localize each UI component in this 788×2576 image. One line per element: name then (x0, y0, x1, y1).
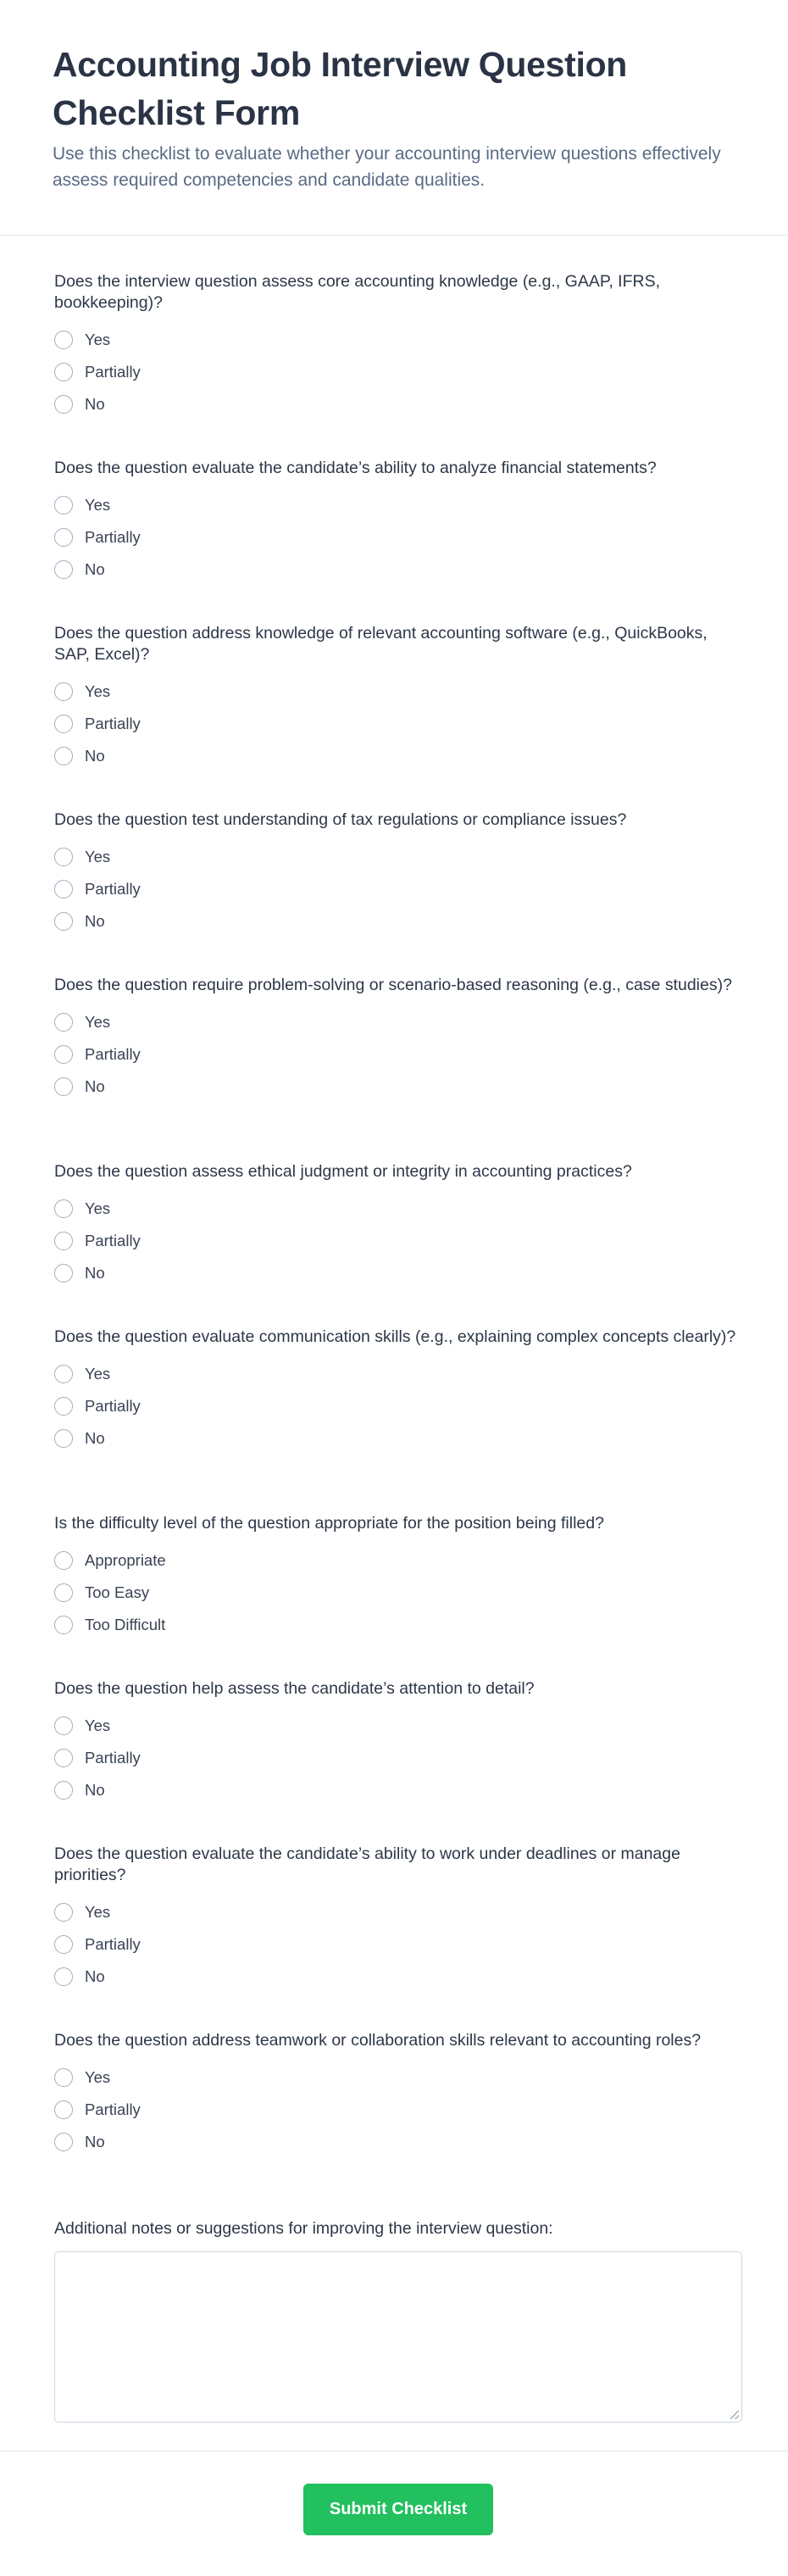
radio-circle-icon[interactable] (54, 363, 73, 381)
radio-option-label: Yes (85, 331, 111, 348)
radio-circle-icon[interactable] (54, 1551, 73, 1570)
radio-option[interactable] (54, 1390, 742, 1422)
radio-circle-icon[interactable] (54, 1935, 73, 1954)
radio-circle-icon[interactable] (54, 395, 73, 414)
radio-circle-icon[interactable] (54, 848, 73, 866)
radio-option-label: No (85, 1429, 105, 1447)
radio-circle-icon[interactable] (54, 715, 73, 733)
radio-circle-icon[interactable] (54, 528, 73, 547)
question-label: Does the question require problem-solving or scenario-based reasoning (e.g., case studies)? (54, 976, 732, 994)
question-label: Is the difficulty level of the question appropriate for the position being filled? (54, 1514, 604, 1533)
question-label: Does the question help assess the candidate’s attention to detail? (54, 1679, 535, 1698)
radio-option[interactable] (54, 1006, 742, 1038)
radio-option-label: Yes (85, 1716, 111, 1734)
radio-option-label: Too Difficult (85, 1616, 166, 1633)
radio-option[interactable] (54, 1742, 742, 1774)
question-7 (54, 1327, 742, 1513)
radio-option-label: No (85, 560, 105, 578)
radio-option-label: Yes (85, 496, 111, 514)
radio-option-label: Partially (85, 1045, 141, 1063)
radio-option[interactable] (54, 1193, 742, 1225)
radio-circle-icon[interactable] (54, 1749, 73, 1767)
radio-circle-icon[interactable] (54, 1365, 73, 1383)
radio-option[interactable] (54, 1225, 742, 1257)
notes-textarea[interactable] (54, 2251, 742, 2423)
radio-option[interactable] (54, 2094, 742, 2126)
notes-label: Additional notes or suggestions for improving the interview question: (54, 2219, 553, 2238)
radio-option-label: Yes (85, 1365, 111, 1383)
radio-option-label: No (85, 912, 105, 930)
radio-option[interactable] (54, 1257, 742, 1289)
radio-circle-icon[interactable] (54, 560, 73, 579)
page-title: Accounting Job Interview Question Checklist Form (53, 45, 628, 132)
radio-option-label: No (85, 747, 105, 765)
radio-option-label: No (85, 1264, 105, 1282)
question-label: Does the question evaluate the candidate’s ability to work under deadlines or manage priorities? (54, 1844, 680, 1884)
radio-circle-icon[interactable] (54, 1264, 73, 1282)
radio-circle-icon[interactable] (54, 1397, 73, 1416)
radio-option[interactable] (54, 1928, 742, 1961)
radio-option[interactable] (54, 1422, 742, 1455)
radio-option-label: No (85, 1967, 105, 1985)
radio-option[interactable] (54, 841, 742, 873)
radio-option[interactable] (54, 905, 742, 937)
radio-option-label: Yes (85, 1903, 111, 1921)
radio-circle-icon[interactable] (54, 2068, 73, 2087)
question-label: Does the question address knowledge of relevant accounting software (e.g., QuickBooks, SAP, Excel)? (54, 624, 708, 664)
radio-circle-icon[interactable] (54, 1781, 73, 1800)
radio-option[interactable] (54, 356, 742, 388)
radio-option-label: No (85, 395, 105, 413)
radio-option[interactable] (54, 2061, 742, 2094)
radio-option-label: Yes (85, 1199, 111, 1217)
form-header (0, 0, 788, 194)
radio-option[interactable] (54, 1071, 742, 1103)
radio-option[interactable] (54, 1358, 742, 1390)
page-subtitle: Use this checklist to evaluate whether your accounting interview questions effectively assess required competencies and candidate qualities. (53, 144, 721, 190)
question-8 (54, 1513, 742, 1678)
question-label: Does the question evaluate the candidate’s ability to analyze financial statements? (54, 459, 657, 477)
radio-circle-icon[interactable] (54, 2133, 73, 2151)
radio-option[interactable] (54, 324, 742, 356)
radio-circle-icon[interactable] (54, 1045, 73, 1064)
radio-option[interactable] (54, 1961, 742, 1993)
radio-option-label: No (85, 2133, 105, 2150)
radio-option[interactable] (54, 388, 742, 420)
question-list (54, 271, 742, 2217)
radio-option[interactable] (54, 1896, 742, 1928)
radio-option[interactable] (54, 489, 742, 521)
question-1 (54, 271, 742, 458)
question-label: Does the question address teamwork or collaboration skills relevant to accounting roles? (54, 2031, 702, 2050)
radio-option-label: Partially (85, 715, 141, 732)
radio-option-label: Yes (85, 682, 111, 700)
radio-option[interactable] (54, 2126, 742, 2158)
question-9 (54, 1678, 742, 1844)
radio-circle-icon[interactable] (54, 1077, 73, 1096)
radio-option[interactable] (54, 1577, 742, 1609)
radio-circle-icon[interactable] (54, 1013, 73, 1032)
question-2 (54, 458, 742, 623)
radio-circle-icon[interactable] (54, 1716, 73, 1735)
radio-option[interactable] (54, 521, 742, 554)
question-6 (54, 1161, 742, 1327)
radio-circle-icon[interactable] (54, 1967, 73, 1986)
notes-section (54, 2218, 742, 2423)
radio-circle-icon[interactable] (54, 912, 73, 931)
radio-option-label: Appropriate (85, 1551, 166, 1569)
radio-option[interactable] (54, 740, 742, 772)
radio-option-label: Partially (85, 1749, 141, 1766)
radio-option-label: Too Easy (85, 1583, 150, 1601)
radio-option-label: No (85, 1781, 105, 1799)
radio-circle-icon[interactable] (54, 1199, 73, 1218)
radio-option-label: Partially (85, 1397, 141, 1415)
header-divider (0, 235, 788, 236)
radio-option-label: No (85, 1077, 105, 1095)
question-10 (54, 1844, 742, 2030)
radio-circle-icon[interactable] (54, 1232, 73, 1250)
radio-circle-icon[interactable] (54, 682, 73, 701)
radio-circle-icon[interactable] (54, 331, 73, 349)
radio-option[interactable] (54, 873, 742, 905)
question-4 (54, 810, 742, 975)
radio-option[interactable] (54, 1544, 742, 1577)
radio-circle-icon[interactable] (54, 496, 73, 515)
radio-circle-icon[interactable] (54, 747, 73, 765)
radio-option[interactable] (54, 676, 742, 708)
radio-option[interactable] (54, 1710, 742, 1742)
radio-option-label: Partially (85, 528, 141, 546)
radio-circle-icon[interactable] (54, 1429, 73, 1448)
question-label: Does the interview question assess core accounting knowledge (e.g., GAAP, IFRS, bookkeeping)? (54, 272, 661, 312)
radio-option-label: Partially (85, 1232, 141, 1249)
radio-circle-icon[interactable] (54, 1903, 73, 1922)
radio-option-label: Yes (85, 2068, 111, 2086)
question-11 (54, 2030, 742, 2217)
radio-circle-icon[interactable] (54, 2100, 73, 2119)
resize-handle-icon[interactable] (730, 2411, 739, 2419)
radio-option[interactable] (54, 554, 742, 586)
radio-option[interactable] (54, 1038, 742, 1071)
radio-option[interactable] (54, 1774, 742, 1806)
radio-option[interactable] (54, 1609, 742, 1641)
question-label: Does the question test understanding of tax regulations or compliance issues? (54, 810, 627, 829)
checklist-form (54, 271, 742, 2423)
radio-option-label: Partially (85, 1935, 141, 1953)
question-label: Does the question evaluate communication skills (e.g., explaining complex concepts clearly)? (54, 1327, 736, 1346)
radio-option-label: Partially (85, 2100, 141, 2118)
question-3 (54, 623, 742, 810)
radio-circle-icon[interactable] (54, 880, 73, 899)
radio-option-label: Partially (85, 880, 141, 898)
radio-circle-icon[interactable] (54, 1583, 73, 1602)
question-label: Does the question assess ethical judgment or integrity in accounting practices? (54, 1162, 632, 1181)
radio-circle-icon[interactable] (54, 1616, 73, 1634)
radio-option-label: Yes (85, 1013, 111, 1031)
question-5 (54, 975, 742, 1161)
radio-option-label: Partially (85, 363, 141, 381)
radio-option-label: Yes (85, 848, 111, 865)
submit-button[interactable]: Submit Checklist (303, 2484, 493, 2535)
radio-option[interactable] (54, 708, 742, 740)
